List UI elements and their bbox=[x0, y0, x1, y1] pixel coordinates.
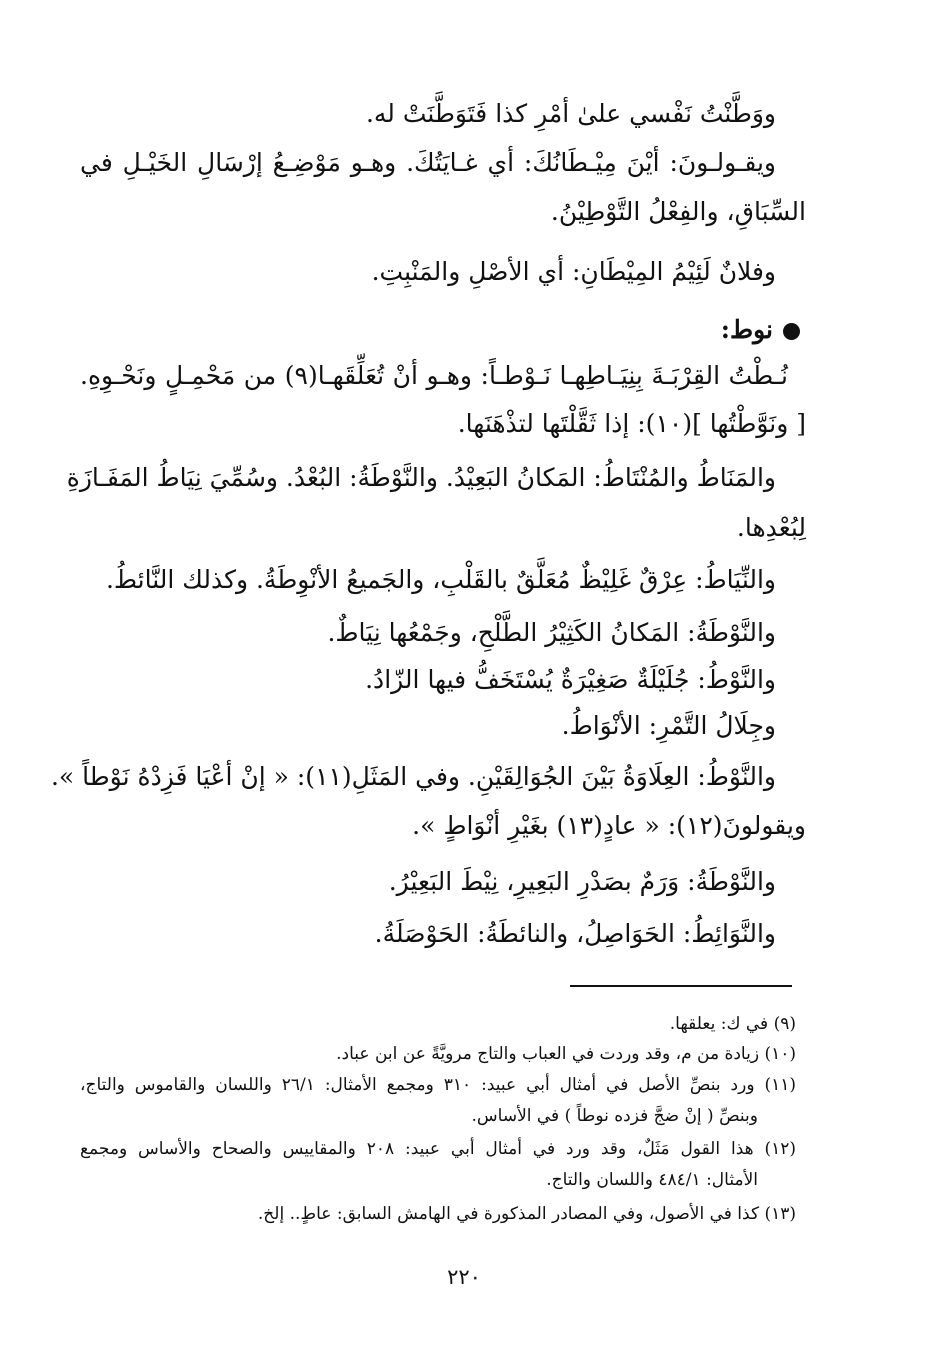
text-line: [ ونَوَّطْتُها ](١٠): إذا ثَقَّلْتَها لتذْهَنَها. bbox=[457, 409, 806, 438]
text-line: والمَنَاطُ والمُنْتَاطُ: المَكانُ البَعِيْدُ. والنَّوْطَةُ: البُعْدُ. وسُمِّيَ نِيَاطُ المَفَـازَةِ bbox=[66, 463, 776, 492]
footnote: (١١) ورد بنصِّ الأصل في أمثال أبي عبيد: ٣١٠ ومجمع الأمثال: ٢٦/١ واللسان والقاموس والتاج، bbox=[80, 1075, 796, 1095]
text-line: وفلانٌ لَئِيْمُ المِيْطَانِ: أي الأصْلِ والمَنْبِتِ. bbox=[371, 257, 776, 286]
text-line: ووَطَّنْتُ نَفْسي علىٰ أمْرِ كذا فَتَوَطَّنَتْ له. bbox=[365, 99, 776, 128]
footnote: (٩) في ك: يعلقها. bbox=[669, 1014, 796, 1034]
footnote: (١٢) هذا القول مَثَلٌ، وقد ورد في أمثال أبي عبيد: ٢٠٨ والمقاييس والصحاح والأساس ومجمع bbox=[80, 1139, 796, 1159]
text-line: وجِلَالُ التَّمْرِ: الأنْوَاطُ. bbox=[561, 711, 776, 740]
page-number: ٢٢٠ bbox=[447, 1265, 481, 1289]
footnote-continuation: الأمثال: ٤٨٤/١ واللسان والتاج. bbox=[546, 1170, 758, 1190]
black-circle-icon bbox=[783, 323, 800, 340]
text-line: السِّبَاقِ، والفِعْلُ التَّوْطِيْنُ. bbox=[550, 197, 806, 226]
text-line: والنَّوْطَةُ: المَكانُ الكَثِيْرُ الطَّلْحِ، وجَمْعُها نِيَاطٌ. bbox=[327, 618, 776, 647]
heading-label: نوط: bbox=[720, 315, 773, 344]
text-line: والنِّيَاطُ: عِرْقٌ غَلِيْظٌ مُعَلَّقٌ بالقَلْبِ، والجَميعُ الأنْوِطَةُ. وكذلك النَّائطُ. bbox=[105, 565, 776, 594]
text-line: والنَّوْطَةُ: وَرَمٌ بصَدْرِ البَعِيرِ، نِيْطَ البَعِيْرُ. bbox=[388, 867, 776, 896]
footnote: (١٠) زيادة من م، وقد وردت في العباب والتاج مرويَّةً عن ابن عباد. bbox=[336, 1044, 796, 1064]
text-line: نُـطْتُ القِرْبَـةَ بِنِيَـاطِهـا نَـوْطـاً: وهـو أنْ تُعَلِّقَهـا(٩) من مَحْمِـلٍ ونَحْـوِهِ. bbox=[80, 361, 788, 390]
text-line: ويقولونَ(١٢): « عادٍ(١٣) بغَيْرِ أنْوَاطٍ ». bbox=[412, 811, 806, 840]
text-line: ويقـولـونَ: أيْنَ مِيْـطَانُكَ: أي غـايَتُكَ. وهـو مَوْضِـعُ إرْسَالِ الخَيْـلِ في bbox=[80, 148, 776, 177]
text-line: والنَّوْطُ: العِلَاوَةُ بَيْنَ الجُوَالِقَيْنِ. وفي المَثَلِ(١١): « إنْ أعْيَا فَزِدْهُ نَوْطاً ». bbox=[50, 762, 776, 791]
footnote-continuation: وبنصِّ ( إنْ ضجَّ فزده نوطاً ) في الأساس. bbox=[471, 1106, 758, 1126]
text-line: لِبُعْدِها. bbox=[736, 513, 806, 542]
text-line: والنَّوْطُ: جُلَيْلَةٌ صَغِيْرَةٌ يُسْتَخَفُّ فيها الزّادُ. bbox=[365, 665, 776, 694]
text-line: والنَّوَائِطُ: الحَوَاصِلُ، والنائطَةُ: الحَوْصَلَةُ. bbox=[374, 919, 776, 948]
section-heading bbox=[721, 310, 800, 350]
footnote-separator bbox=[570, 985, 792, 987]
footnote: (١٣) كذا في الأصول، وفي المصادر المذكورة في الهامش السابق: عاطٍ.. إلخ. bbox=[257, 1204, 796, 1224]
